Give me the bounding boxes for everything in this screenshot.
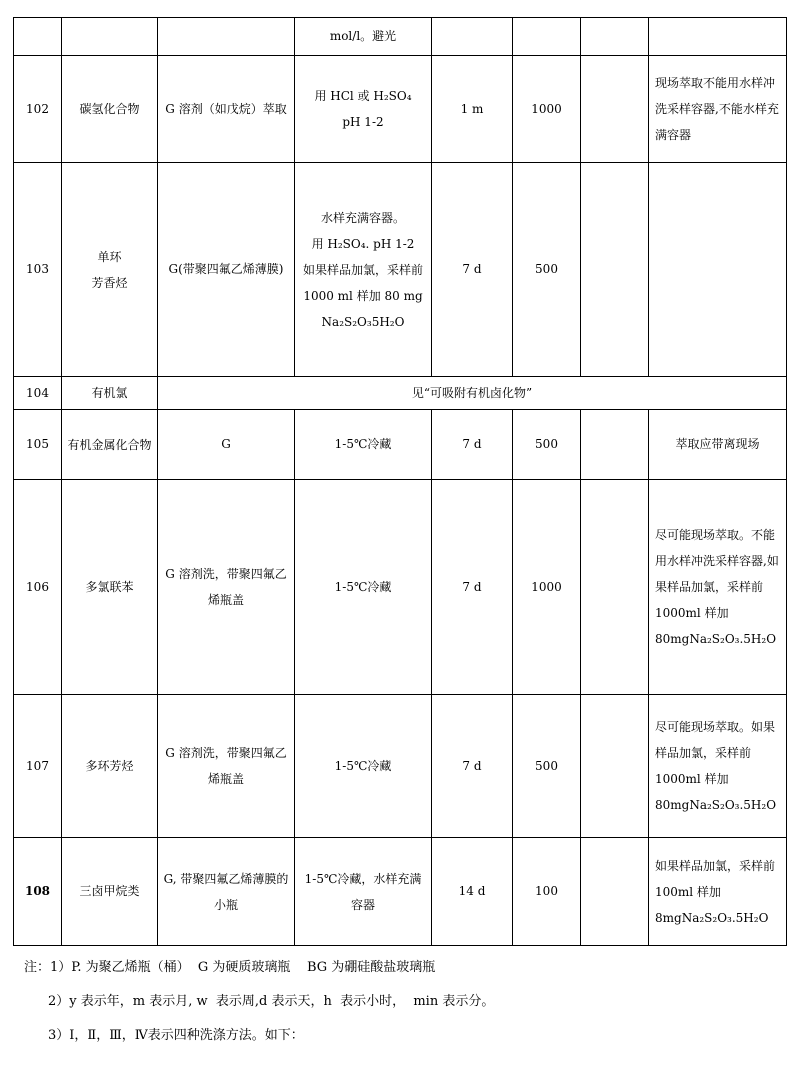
sampling-table bbox=[13, 17, 787, 946]
cell-preservation: 1-5℃冷藏，水样充满容器 bbox=[295, 838, 432, 946]
cell-note: 如果样品加氯，采样前 100ml 样加 8mgNa₂S₂O₃.5H₂O bbox=[649, 838, 787, 946]
cell-name: 有机氯 bbox=[62, 377, 158, 410]
cell-no: 104 bbox=[14, 377, 62, 410]
cell-no: 105 bbox=[14, 410, 62, 480]
cell-container: G 溶剂洗，带聚四氟乙烯瓶盖 bbox=[158, 695, 295, 838]
cell-no: 103 bbox=[14, 163, 62, 377]
cell-preservation: 1-5℃冷藏 bbox=[295, 480, 432, 695]
cell-merged-reference: 见“可吸附有机卤化物” bbox=[158, 377, 787, 410]
cell-name: 多氯联苯 bbox=[62, 480, 158, 695]
cell-name: 多环芳烃 bbox=[62, 695, 158, 838]
cell-wash bbox=[581, 163, 649, 377]
footnote-1: 注：1）P. 为聚乙烯瓶（桶） G 为硬质玻璃瓶 BG 为硼硅酸盐玻璃瓶 bbox=[24, 960, 436, 975]
cell-note: 尽可能现场萃取。不能用水样冲洗采样容器,如果样品加氯，采样前 1000ml 样加80mgNa₂S₂O₃.5H₂O bbox=[649, 480, 787, 695]
preservation-text: 用 HCl 或 H₂SO₄ pH 1-2 bbox=[314, 89, 412, 129]
cell-time: 7 d bbox=[432, 695, 513, 838]
cell-volume: 100 bbox=[513, 838, 581, 946]
cell-time bbox=[432, 18, 513, 56]
cell-note: 现场萃取不能用水样冲洗采样容器,不能水样充满容器 bbox=[649, 56, 787, 163]
cell-name: 三卤甲烷类 bbox=[62, 838, 158, 946]
cell-preservation bbox=[295, 163, 432, 377]
footnotes bbox=[24, 958, 784, 1060]
cell-volume: 500 bbox=[513, 410, 581, 480]
cell-no: 106 bbox=[14, 480, 62, 695]
cell-time: 7 d bbox=[432, 480, 513, 695]
cell-note bbox=[649, 163, 787, 377]
cell-preservation bbox=[295, 56, 432, 163]
table-row bbox=[14, 695, 787, 838]
cell-container: G(带聚四氟乙烯薄膜) bbox=[158, 163, 295, 377]
cell-no: 107 bbox=[14, 695, 62, 838]
cell-container: G, 带聚四氟乙烯薄膜的小瓶 bbox=[158, 838, 295, 946]
cell-name bbox=[62, 18, 158, 56]
cell-wash bbox=[581, 56, 649, 163]
cell-container: G 溶剂洗，带聚四氟乙烯瓶盖 bbox=[158, 480, 295, 695]
cell-preservation: mol/l。避光 bbox=[295, 18, 432, 56]
cell-note: 萃取应带离现场 bbox=[649, 410, 787, 480]
cell-name: 有机金属化合物 bbox=[62, 410, 158, 480]
cell-wash bbox=[581, 695, 649, 838]
table-row bbox=[14, 18, 787, 56]
table-row bbox=[14, 838, 787, 946]
cell-preservation: 1-5℃冷藏 bbox=[295, 410, 432, 480]
cell-wash bbox=[581, 410, 649, 480]
name-text: 单环 芳香烃 bbox=[91, 249, 128, 290]
cell-volume bbox=[513, 18, 581, 56]
cell-no: 108 bbox=[14, 838, 62, 946]
preservation-text: 水样充满容器。 用 H₂SO₄. pH 1-2 如果样品加氯，采样前 1000 ml 样加 80 mg Na₂S₂O₃5H₂O bbox=[302, 210, 423, 329]
cell-time: 1 m bbox=[432, 56, 513, 163]
cell-volume: 500 bbox=[513, 695, 581, 838]
footnote-2: 2）y 表示年，m 表示月, w 表示周,d 表示天，h 表示小时， min 表示分。 bbox=[48, 994, 495, 1009]
cell-name bbox=[62, 163, 158, 377]
cell-name: 碳氢化合物 bbox=[62, 56, 158, 163]
table-row bbox=[14, 410, 787, 480]
cell-time: 14 d bbox=[432, 838, 513, 946]
cell-note: 尽可能现场萃取。如果样品加氯，采样前 1000ml 样加 80mgNa₂S₂O₃.5H₂O bbox=[649, 695, 787, 838]
cell-wash bbox=[581, 480, 649, 695]
cell-time: 7 d bbox=[432, 163, 513, 377]
cell-container: G bbox=[158, 410, 295, 480]
table-row bbox=[14, 377, 787, 410]
cell-note bbox=[649, 18, 787, 56]
table-row bbox=[14, 163, 787, 377]
cell-volume: 500 bbox=[513, 163, 581, 377]
footnote-3: 3）Ⅰ，Ⅱ，Ⅲ，Ⅳ表示四种洗涤方法。如下： bbox=[48, 1028, 304, 1043]
cell-volume: 1000 bbox=[513, 480, 581, 695]
cell-no bbox=[14, 18, 62, 56]
table-row bbox=[14, 480, 787, 695]
cell-volume: 1000 bbox=[513, 56, 581, 163]
cell-wash bbox=[581, 838, 649, 946]
cell-container: G 溶剂（如戊烷）萃取 bbox=[158, 56, 295, 163]
cell-preservation: 1-5℃冷藏 bbox=[295, 695, 432, 838]
table-row bbox=[14, 56, 787, 163]
cell-time: 7 d bbox=[432, 410, 513, 480]
cell-wash bbox=[581, 18, 649, 56]
cell-no: 102 bbox=[14, 56, 62, 163]
cell-container bbox=[158, 18, 295, 56]
